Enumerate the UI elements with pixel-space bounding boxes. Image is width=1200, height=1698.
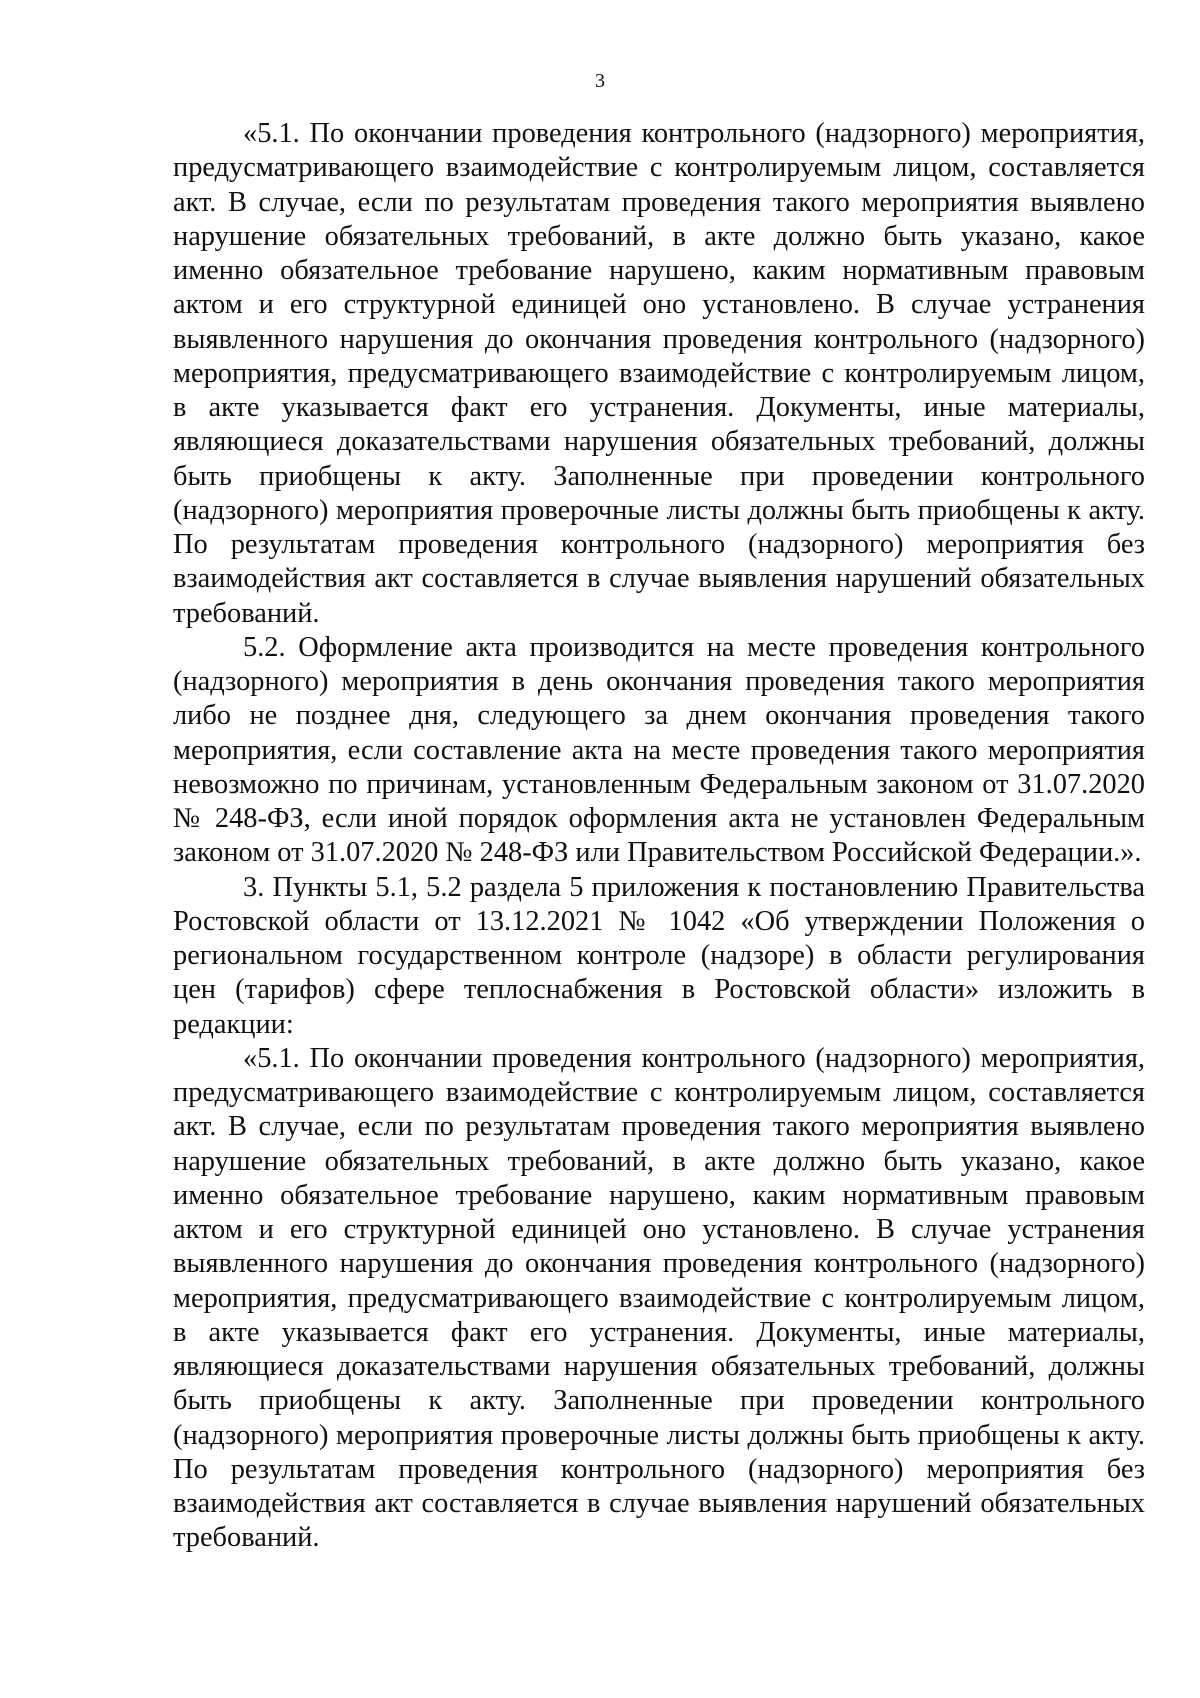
paragraph-5-1-first: «5.1. По окончании проведения контрольного (надзорного) мероприятия, предусматривающего взаимодействие с контролируемым лицом, составляется акт. В случае, если по результатам проведения такого мероприятия выявлено нарушение обязательных требований, в акте должно быть указано, какое именно обязательное требование нарушено, каким нормативным правовым актом и его структурной единицей оно установлено. В случае устранения выявленного нарушения до окончания проведения контрольного (надзорного) мероприятия, предусматривающего взаимодействие с контролируемым лицом, в акте указывается факт его устранения. Документы, иные материалы, являющиеся доказательствами нарушения обязательных требований, должны быть приобщены к акту. Заполненные при проведении контрольного (надзорного) мероприятия проверочные листы должны быть приобщены к акту. По результатам проведения контрольного (надзорного) мероприятия без взаимодействия акт составляется в случае выявления нарушений обязательных требований. [173,118,1145,629]
paragraph-5-2: 5.2. Оформление акта производится на месте проведения контрольного (надзорного) мероприятия в день окончания проведения такого мероприятия либо не позднее дня, следующего за днем окончания проведения такого мероприятия, если составление акта на месте проведения такого мероприятия невозможно по причинам, установленным Федеральным законом от 31.07.2020 № 248-ФЗ, если иной порядок оформления акта не установлен Федеральным законом от 31.07.2020 № 248-ФЗ или Правительством Российской Федерации.». [173,631,1145,869]
page-number: 3 [595,70,605,92]
paragraph-item-3: 3. Пункты 5.1, 5.2 раздела 5 приложения к постановлению Правительства Ростовской области от 13.12.2021 № 1042 «Об утверждении Положения о региональном государственном контроле (надзоре) в области регулирования цен (тарифов) сфере теплоснабжения в Ростовской области» изложить в редакции: [173,871,1145,1040]
paragraph-5-1-second: «5.1. По окончании проведения контрольного (надзорного) мероприятия, предусматривающего взаимодействие с контролируемым лицом, составляется акт. В случае, если по результатам проведения такого мероприятия выявлено нарушение обязательных требований, в акте должно быть указано, какое именно обязательное требование нарушено, каким нормативным правовым актом и его структурной единицей оно установлено. В случае устранения выявленного нарушения до окончания проведения контрольного (надзорного) мероприятия, предусматривающего взаимодействие с контролируемым лицом, в акте указывается факт его устранения. Документы, иные материалы, являющиеся доказательствами нарушения обязательных требований, должны быть приобщены к акту. Заполненные при проведении контрольного (надзорного) мероприятия проверочные листы должны быть приобщены к акту. По результатам проведения контрольного (надзорного) мероприятия без взаимодействия акт составляется в случае выявления нарушений обязательных требований. [173,1042,1145,1554]
document-body [173,117,1145,1556]
